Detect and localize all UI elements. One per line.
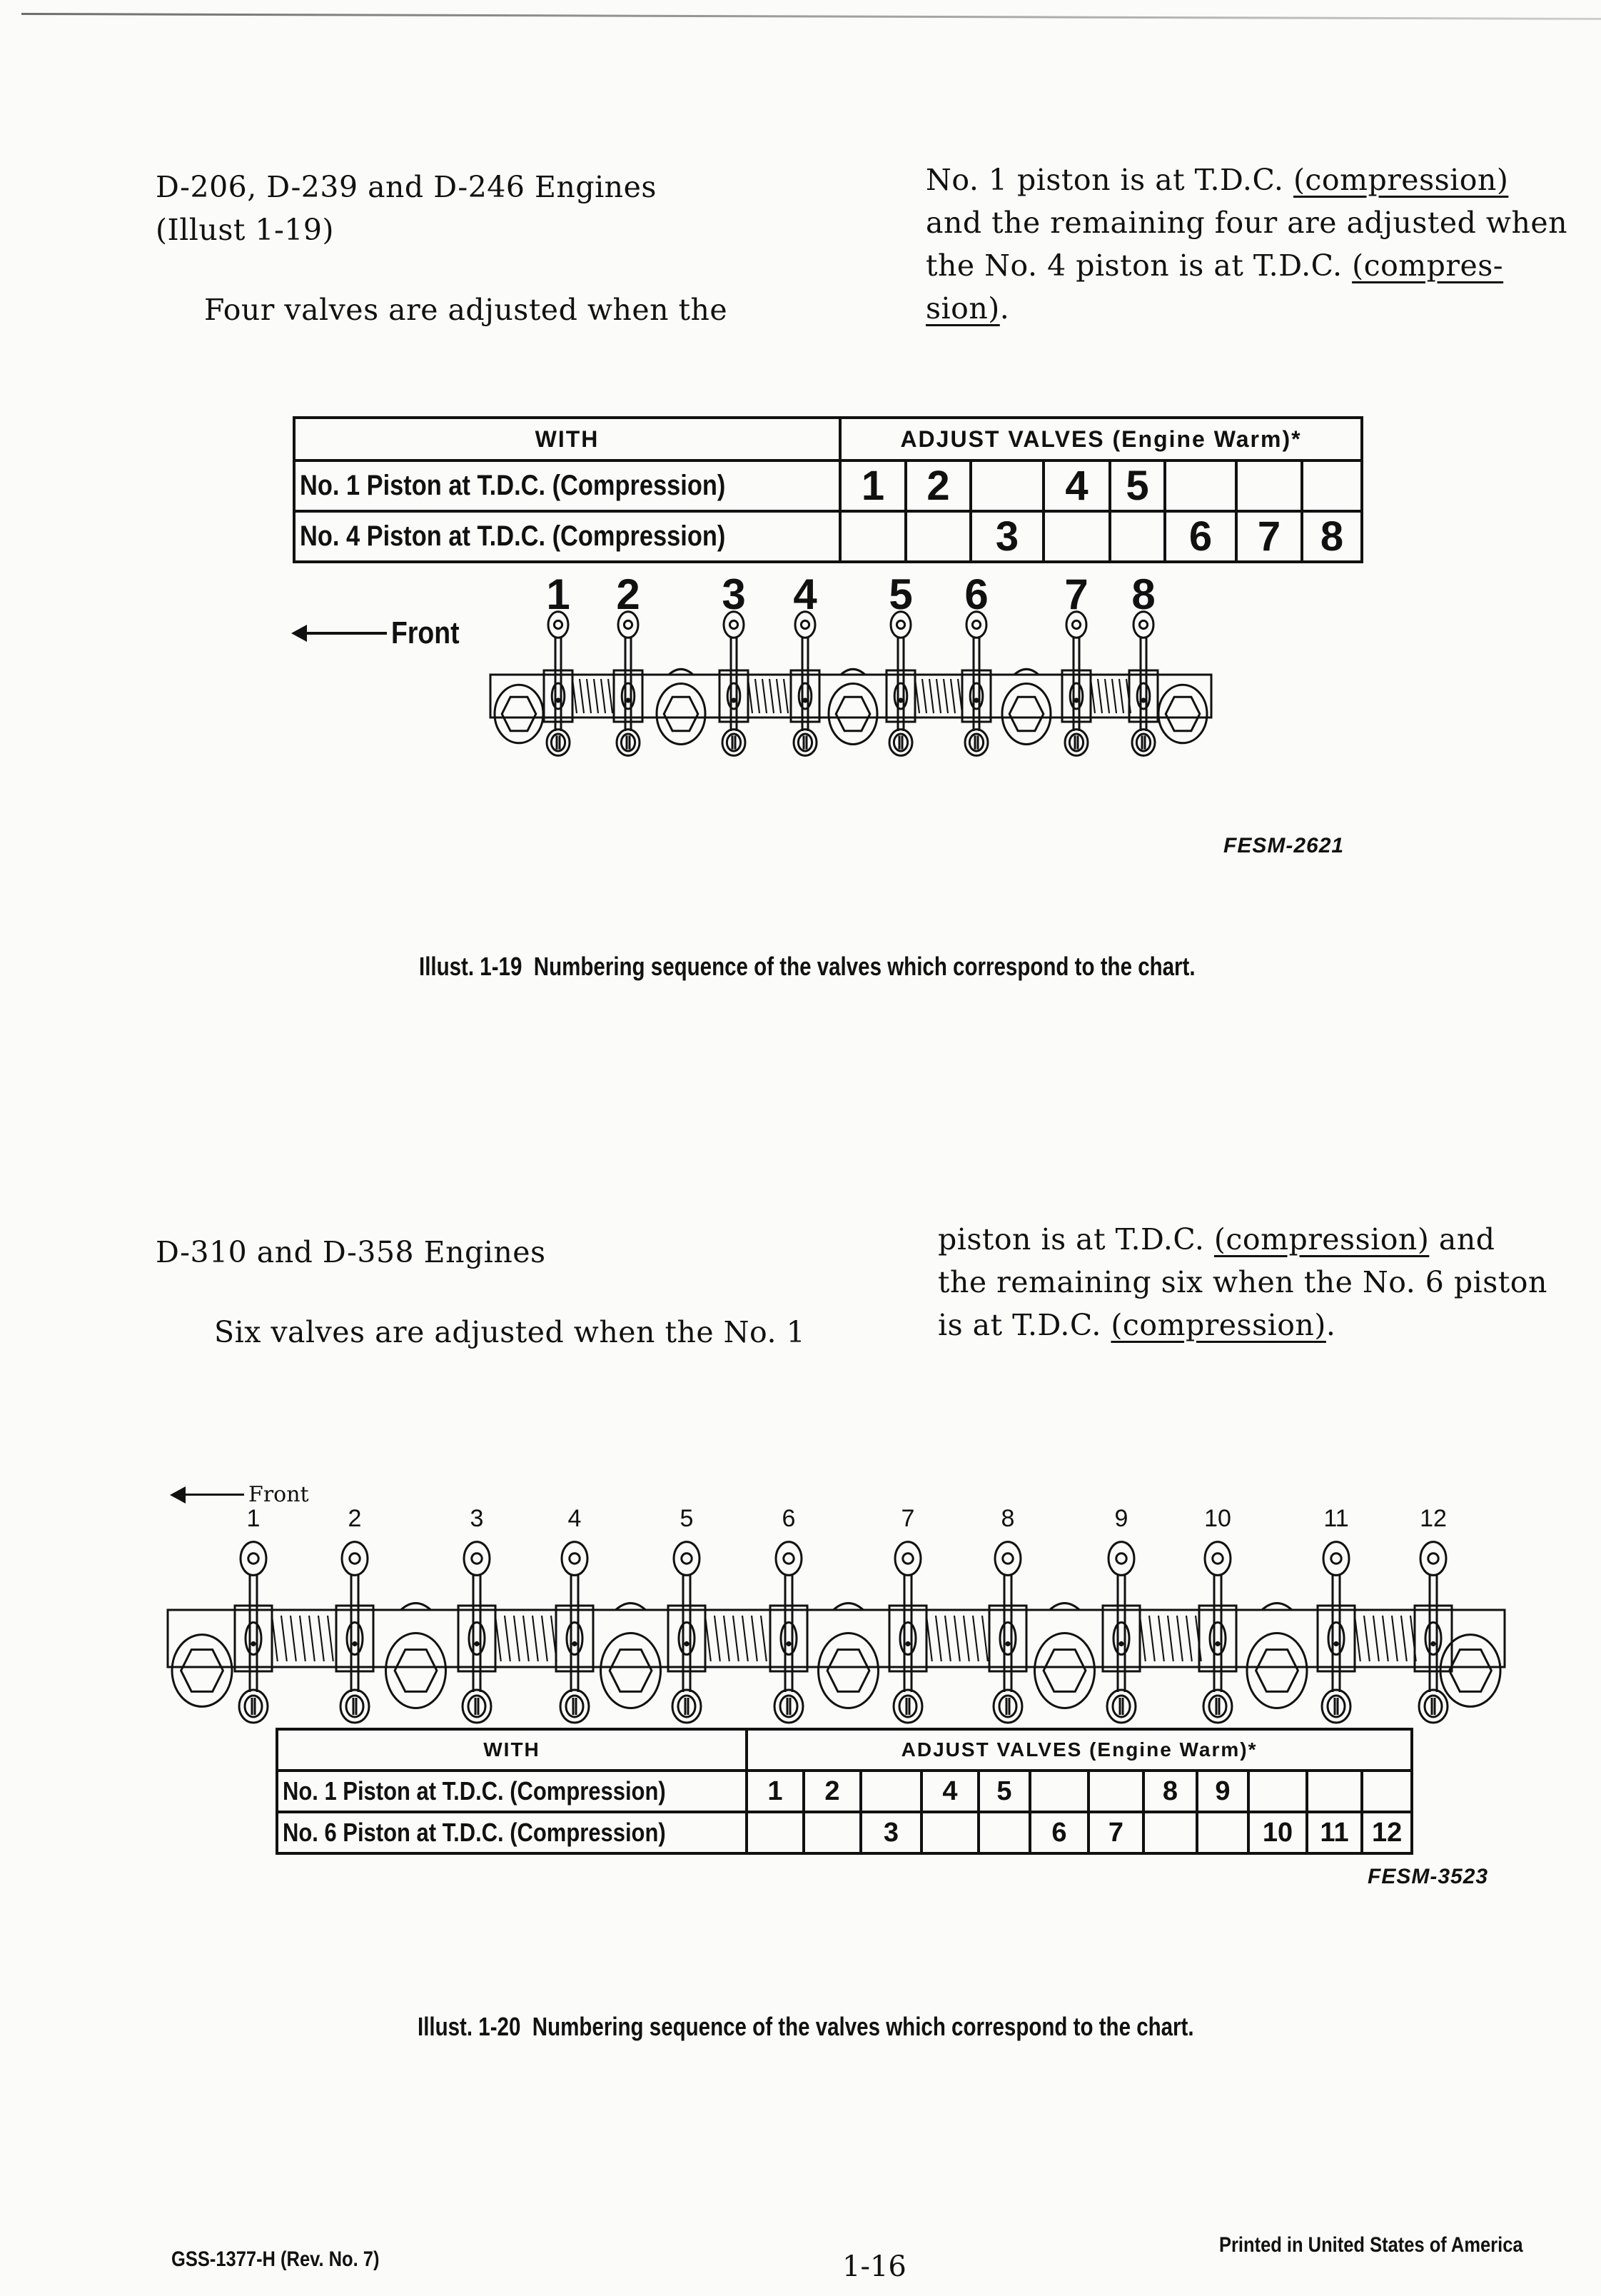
row-label: No. 1 Piston at T.D.C. (Compression): [277, 1771, 747, 1812]
caption-illust-1-20: [418, 2012, 1194, 2042]
valve-cell: 4: [921, 1771, 979, 1812]
valve-cell: 1: [840, 460, 906, 511]
header-with: WITH: [294, 418, 840, 460]
section1-heading-line2: (Illust 1-19): [156, 213, 334, 247]
valve-cell: 6: [1030, 1812, 1089, 1853]
valve-cell: [1248, 1771, 1307, 1812]
valve-cell: 7: [1236, 511, 1302, 562]
valve-number-label: 2: [616, 570, 640, 618]
caption-text: Numbering sequence of the valves which correspond to the chart.: [533, 952, 1196, 981]
valve-number-label: 7: [901, 1505, 915, 1532]
text-run: and: [1429, 1222, 1495, 1257]
valve-number-label: 6: [782, 1505, 796, 1532]
caption-number: Illust. 1-20: [418, 2012, 521, 2041]
figure-code-2: FESM-3523: [1368, 1865, 1489, 1888]
text-run: piston is at T.D.C.: [938, 1222, 1214, 1257]
valve-number-label: 4: [567, 1505, 582, 1532]
valve-cell: [1089, 1771, 1143, 1812]
text-run: .: [1325, 1308, 1336, 1342]
header-with: WITH: [277, 1729, 747, 1771]
valve-cell: 7: [1089, 1812, 1143, 1853]
valve-cell: 8: [1302, 511, 1362, 562]
valve-cell: 5: [979, 1771, 1030, 1812]
valve-cell: [921, 1812, 979, 1853]
page-number: 1-16: [842, 2250, 906, 2283]
front-label: Front: [391, 615, 460, 650]
valve-number-label: 1: [546, 570, 570, 618]
valve-cell: [1307, 1771, 1362, 1812]
table-row: [277, 1771, 1412, 1812]
text-line: and the remaining four are adjusted when: [926, 206, 1568, 240]
section2-left-paragraph: Six valves are adjusted when the No. 1: [214, 1315, 806, 1349]
valve-number-label: 10: [1204, 1505, 1231, 1532]
text-line: the remaining six when the No. 6 piston: [938, 1265, 1547, 1299]
valve-number-label: 5: [889, 570, 913, 618]
header-adjust-valves: ADJUST VALVES (Engine Warm)*: [840, 418, 1362, 460]
valve-cell: 4: [1044, 460, 1110, 511]
underlined-compression: (compression): [1293, 163, 1509, 197]
text-run: is at T.D.C.: [938, 1308, 1111, 1342]
valve-number-label: 11: [1323, 1505, 1349, 1532]
valve-adjust-table-2: [276, 1728, 1413, 1855]
footer-printed-in: Printed in United States of America: [1219, 2233, 1523, 2257]
table-row: [277, 1812, 1412, 1853]
front-label: Front: [248, 1482, 309, 1507]
figure-code-1: FESM-2621: [1223, 834, 1345, 857]
header-adjust-valves: ADJUST VALVES (Engine Warm)*: [747, 1729, 1412, 1771]
valve-cell: 9: [1197, 1771, 1248, 1812]
valve-cell: 3: [861, 1812, 921, 1853]
valve-number-label: 1: [246, 1505, 261, 1532]
valve-number-label: 5: [680, 1505, 694, 1532]
valve-cell: 2: [906, 460, 971, 511]
valve-cell: [1362, 1771, 1412, 1812]
valve-number-label: 4: [793, 570, 817, 618]
section1-left-paragraph: Four valves are adjusted when the: [204, 293, 728, 327]
caption-number: Illust. 1-19: [419, 952, 522, 981]
valve-number-label: 2: [348, 1505, 362, 1532]
valve-cell: 6: [1165, 511, 1236, 562]
valve-cell: 8: [1143, 1771, 1197, 1812]
row-label: No. 1 Piston at T.D.C. (Compression): [294, 460, 840, 511]
valve-cell: 2: [804, 1771, 861, 1812]
underlined-compression: sion): [926, 291, 1000, 326]
valve-cell: [1030, 1771, 1089, 1812]
valve-cell: 10: [1248, 1812, 1307, 1853]
text-run: .: [999, 291, 1010, 326]
valve-cell: [747, 1812, 804, 1853]
valve-number-label: 9: [1114, 1505, 1128, 1532]
underlined-compression: (compression): [1213, 1222, 1430, 1257]
valve-number-label: 7: [1064, 570, 1089, 618]
text-run: No. 1 piston is at T.D.C.: [926, 163, 1293, 197]
valve-cell: 1: [747, 1771, 804, 1812]
valve-number-label: 8: [1131, 570, 1156, 618]
valve-cell: [861, 1771, 921, 1812]
valve-cell: [1143, 1812, 1197, 1853]
valve-cell: [804, 1812, 861, 1853]
section2-heading: D-310 and D-358 Engines: [156, 1235, 546, 1269]
valve-number-label: 3: [722, 570, 746, 618]
row-label: No. 4 Piston at T.D.C. (Compression): [294, 511, 840, 562]
valve-cell: 11: [1307, 1812, 1362, 1853]
table-header-row: [277, 1729, 1412, 1771]
valve-number-label: 3: [470, 1505, 484, 1532]
caption-text: Numbering sequence of the valves which correspond to the chart.: [532, 2012, 1194, 2041]
valve-number-label: 6: [964, 570, 989, 618]
underlined-compression: (compression): [1111, 1308, 1326, 1342]
valve-cell: 5: [1110, 460, 1165, 511]
footer-doc-id: GSS-1377-H (Rev. No. 7): [171, 2247, 380, 2271]
valve-cell: 12: [1362, 1812, 1412, 1853]
row-label: No. 6 Piston at T.D.C. (Compression): [277, 1812, 747, 1853]
section1-heading-line1: D-206, D-239 and D-246 Engines: [156, 170, 657, 204]
valve-cell: 3: [971, 511, 1044, 562]
text-run: the No. 4 piston is at T.D.C.: [926, 248, 1353, 283]
valve-number-label: 8: [1001, 1505, 1015, 1532]
valve-number-label: 12: [1420, 1505, 1447, 1532]
valve-cell: [979, 1812, 1030, 1853]
underlined-compression: (compres-: [1352, 248, 1504, 283]
valve-cell: [1197, 1812, 1248, 1853]
